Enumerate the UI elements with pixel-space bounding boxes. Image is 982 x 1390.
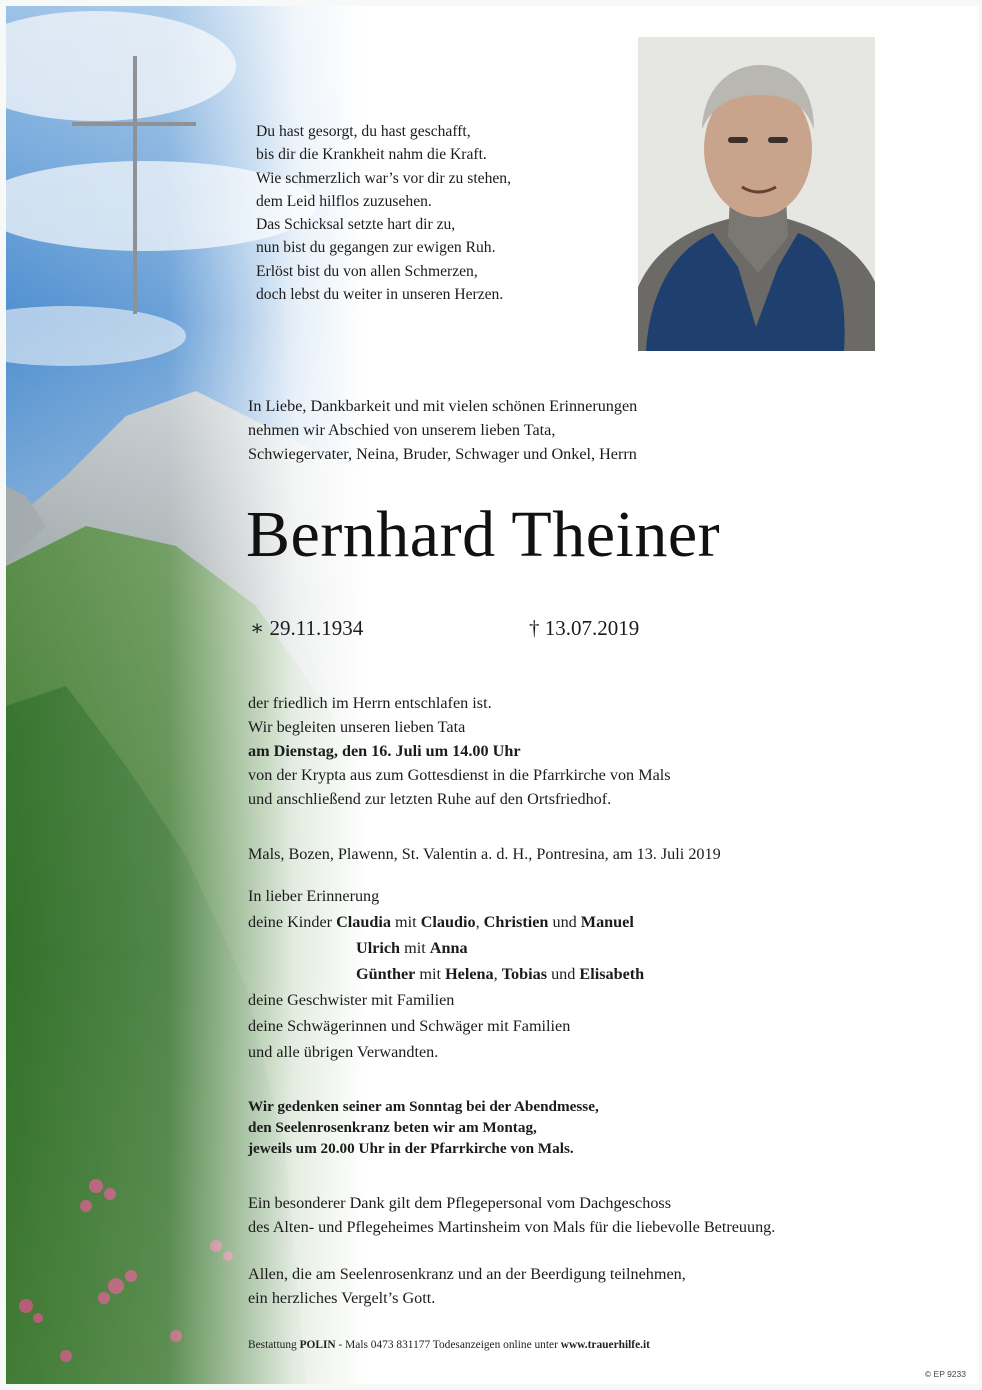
poem-line: bis dir die Krankheit nahm die Kraft. <box>256 146 487 164</box>
mass-info <box>248 1096 599 1159</box>
text: und <box>548 913 581 931</box>
place-date: Mals, Bozen, Plawenn, St. Valentin a. d. H., Pontresina, am 13. Juli 2019 <box>248 845 721 863</box>
thanks-line: Ein besonderer Dank gilt dem Pflegepersonal vom Dachgeschoss <box>248 1194 672 1212</box>
child-name: Ulrich <box>356 939 401 957</box>
poem-line: doch lebst du weiter in unseren Herzen. <box>256 286 504 304</box>
funeral-line: und anschließend zur letzten Ruhe auf den Ortsfriedhof. <box>248 790 612 808</box>
poem-line: Wie schmerzlich war’s vor dir zu stehen, <box>256 169 511 187</box>
poem-line: Du hast gesorgt, du hast geschafft, <box>256 123 471 140</box>
text: deine Kinder <box>248 913 337 931</box>
family-heading: In lieber Erinnerung <box>248 887 380 905</box>
funeral-line: von der Krypta aus zum Gottesdienst in die Pfarrkirche von Mals <box>248 766 671 784</box>
grandchild-name: Christien <box>483 913 549 931</box>
closing-line: Allen, die am Seelenrosenkranz und an der Beerdigung teilnehmen, <box>248 1265 686 1283</box>
footer-text: - Mals 0473 831177 Todesanzeigen online unter <box>335 1339 561 1351</box>
mass-line: Wir gedenken seiner am Sonntag bei der Abendmesse, <box>248 1098 599 1115</box>
child-name: Claudia <box>336 913 391 931</box>
print-code: © EP 9233 <box>924 1369 966 1379</box>
mass-line: den Seelenrosenkranz beten wir am Montag, <box>248 1119 537 1136</box>
text: mit <box>400 939 430 957</box>
website-link[interactable]: www.trauerhilfe.it <box>560 1339 650 1351</box>
birth-date: ∗ 29.11.1934 <box>250 616 364 640</box>
family-children-line <box>248 909 644 935</box>
family-children-line <box>248 961 644 987</box>
cross-icon-bar <box>72 122 196 126</box>
thanks-line: des Alten- und Pflegeheimes Martinsheim von Mals für die liebevolle Betreuung. <box>248 1218 776 1236</box>
poem-line: Erlöst bist du von allen Schmerzen, <box>256 262 478 280</box>
text: mit <box>391 913 421 931</box>
poem-line: nun bist du gegangen zur ewigen Ruh. <box>256 239 496 257</box>
family-line: deine Geschwister mit Familien <box>248 991 455 1009</box>
text: mit <box>415 965 446 983</box>
death-date: † 13.07.2019 <box>529 616 640 640</box>
intro-line: Schwiegervater, Neina, Bruder, Schwager und Onkel, Herrn <box>248 445 637 463</box>
portrait-photo <box>638 37 875 351</box>
poem <box>256 120 616 306</box>
intro-text <box>248 394 808 466</box>
grandchild-name: Anna <box>429 939 468 957</box>
poem-line: Das Schicksal setzte hart dir zu, <box>256 216 456 234</box>
obituary-page <box>6 6 978 1384</box>
family-line: deine Schwägerinnen und Schwäger mit Familien <box>248 1017 571 1035</box>
funeral-line: der friedlich im Herrn entschlafen ist. <box>248 694 492 712</box>
funeral-date: am Dienstag, den 16. Juli um 14.00 Uhr <box>248 742 521 760</box>
grandchild-name: Manuel <box>580 913 634 931</box>
intro-line: nehmen wir Abschied von unserem lieben Tata, <box>248 421 556 439</box>
closing-line: ein herzliches Vergelt’s Gott. <box>248 1289 436 1307</box>
grandchild-name: Elisabeth <box>579 965 645 983</box>
intro-line: In Liebe, Dankbarkeit und mit vielen schönen Erinnerungen <box>248 397 638 415</box>
text: , <box>493 965 502 983</box>
grandchild-name: Claudio <box>420 913 476 931</box>
footer-text: Bestattung <box>248 1339 300 1351</box>
text: , <box>475 913 484 931</box>
child-name: Günther <box>356 965 416 983</box>
family-list <box>248 883 644 1065</box>
grandchild-name: Tobias <box>501 965 548 983</box>
company-name: POLIN <box>299 1339 336 1351</box>
grandchild-name: Helena <box>445 965 494 983</box>
family-line: und alle übrigen Verwandten. <box>248 1043 439 1061</box>
funeral-info <box>248 691 671 811</box>
thanks-text <box>248 1191 775 1239</box>
footer <box>248 1337 650 1353</box>
cross-icon <box>133 56 137 314</box>
poem-line: dem Leid hilflos zuzusehen. <box>256 192 432 210</box>
family-children-line <box>248 935 644 961</box>
closing-text <box>248 1262 686 1310</box>
funeral-line: Wir begleiten unseren lieben Tata <box>248 718 466 736</box>
mass-line: jeweils um 20.00 Uhr in der Pfarrkirche von Mals. <box>248 1140 574 1157</box>
deceased-name: Bernhard Theiner <box>246 498 721 571</box>
text: und <box>547 965 580 983</box>
